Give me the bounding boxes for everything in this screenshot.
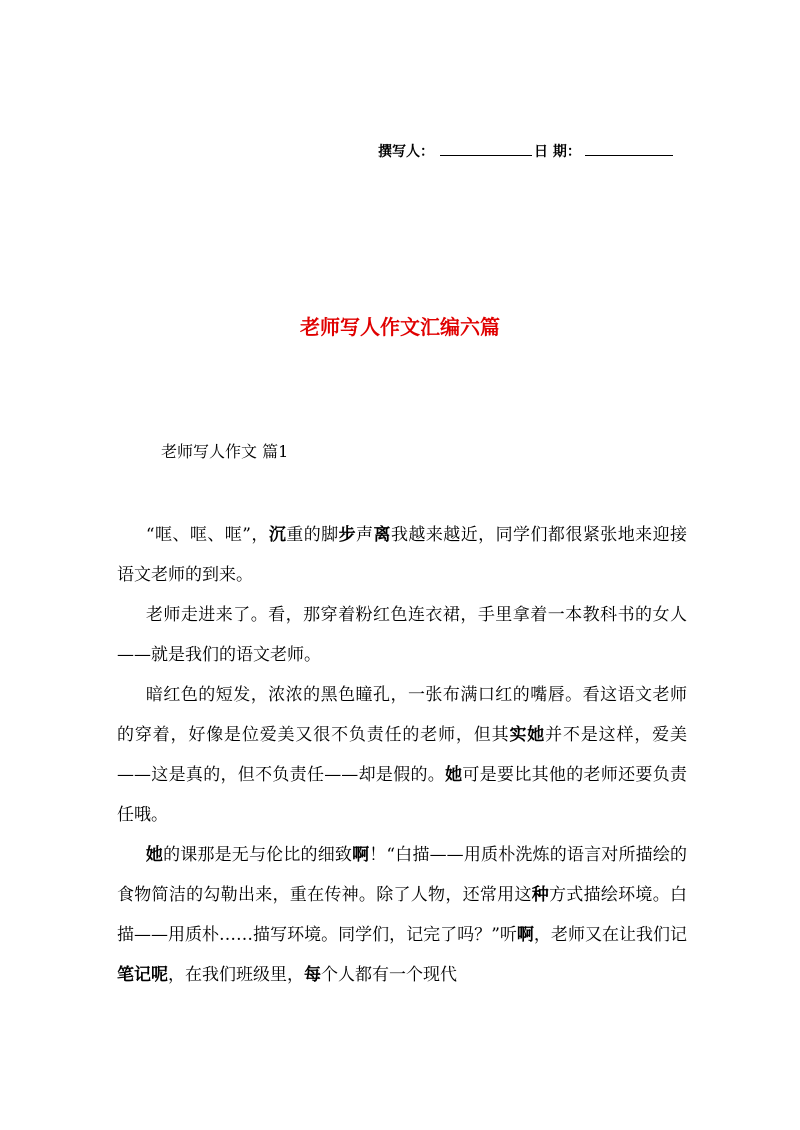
bold-text-segment: 啊 xyxy=(352,845,370,865)
paragraph xyxy=(117,835,687,995)
bold-text-segment: 每 xyxy=(304,965,321,985)
text-segment: ，在我们班级里， xyxy=(168,965,304,985)
bold-text-segment: 笔记呢 xyxy=(117,965,168,985)
document-header xyxy=(378,140,688,162)
text-segment: 我越来越近，同学们都很紧张地来迎接语文老师的到来。 xyxy=(117,525,688,585)
date-label: 日 期： xyxy=(534,144,581,160)
text-segment: 方式描绘环境。白描——用质朴……描写环境。同学们，记完了吗？”听 xyxy=(117,885,687,945)
text-segment: ，老师又在让我们记 xyxy=(533,925,687,945)
text-segment: 重的脚 xyxy=(286,525,339,545)
date-blank-line xyxy=(585,140,673,156)
bold-text-segment: 种 xyxy=(531,885,550,905)
article-body xyxy=(117,515,687,995)
bold-text-segment: 沉 xyxy=(268,525,287,545)
text-segment: 的课那是无与伦比的细致 xyxy=(163,845,353,865)
document-title: 老师写人作文汇编六篇 xyxy=(300,315,500,339)
text-segment: 并不是这样，爱美——这是真的，但不负责任——却是假的。 xyxy=(117,725,688,785)
text-segment: 老师走进来了。看，那穿着粉红色连衣裙，手里拿着一本教科书的女人——就是我们的语文老师。 xyxy=(117,605,687,665)
author-blank-line xyxy=(440,140,532,156)
section-heading: 老师写人作文 篇1 xyxy=(161,442,289,461)
text-segment: 个人都有一个现代 xyxy=(321,965,457,985)
bold-text-segment: 她 xyxy=(445,765,463,785)
text-segment: ！“白描——用质朴洗炼的语言对所描绘的食物简洁的勾勒出来，重在传神。除了人物，还常用这 xyxy=(117,845,688,905)
bold-text-segment: 啊 xyxy=(516,925,534,945)
bold-text-segment: 步 xyxy=(338,525,357,545)
text-segment: “哐、哐、哐”， xyxy=(145,525,269,545)
bold-text-segment: 离 xyxy=(373,525,391,545)
paragraph xyxy=(117,675,687,835)
bold-text-segment: 实她 xyxy=(509,725,546,745)
text-segment: 可是要比其他的老师还要负责任哦。 xyxy=(117,765,688,825)
paragraph xyxy=(117,595,687,675)
bold-text-segment: 她 xyxy=(145,845,164,865)
author-label: 撰写人： xyxy=(378,144,434,160)
text-segment: 暗红色的短发，浓浓的黑色瞳孔，一张布满口红的嘴唇。看这语文老师的穿着，好像是位爱美又很不负责任的老师，但其 xyxy=(117,685,687,745)
paragraph xyxy=(117,515,687,595)
text-segment: 声 xyxy=(356,525,374,545)
